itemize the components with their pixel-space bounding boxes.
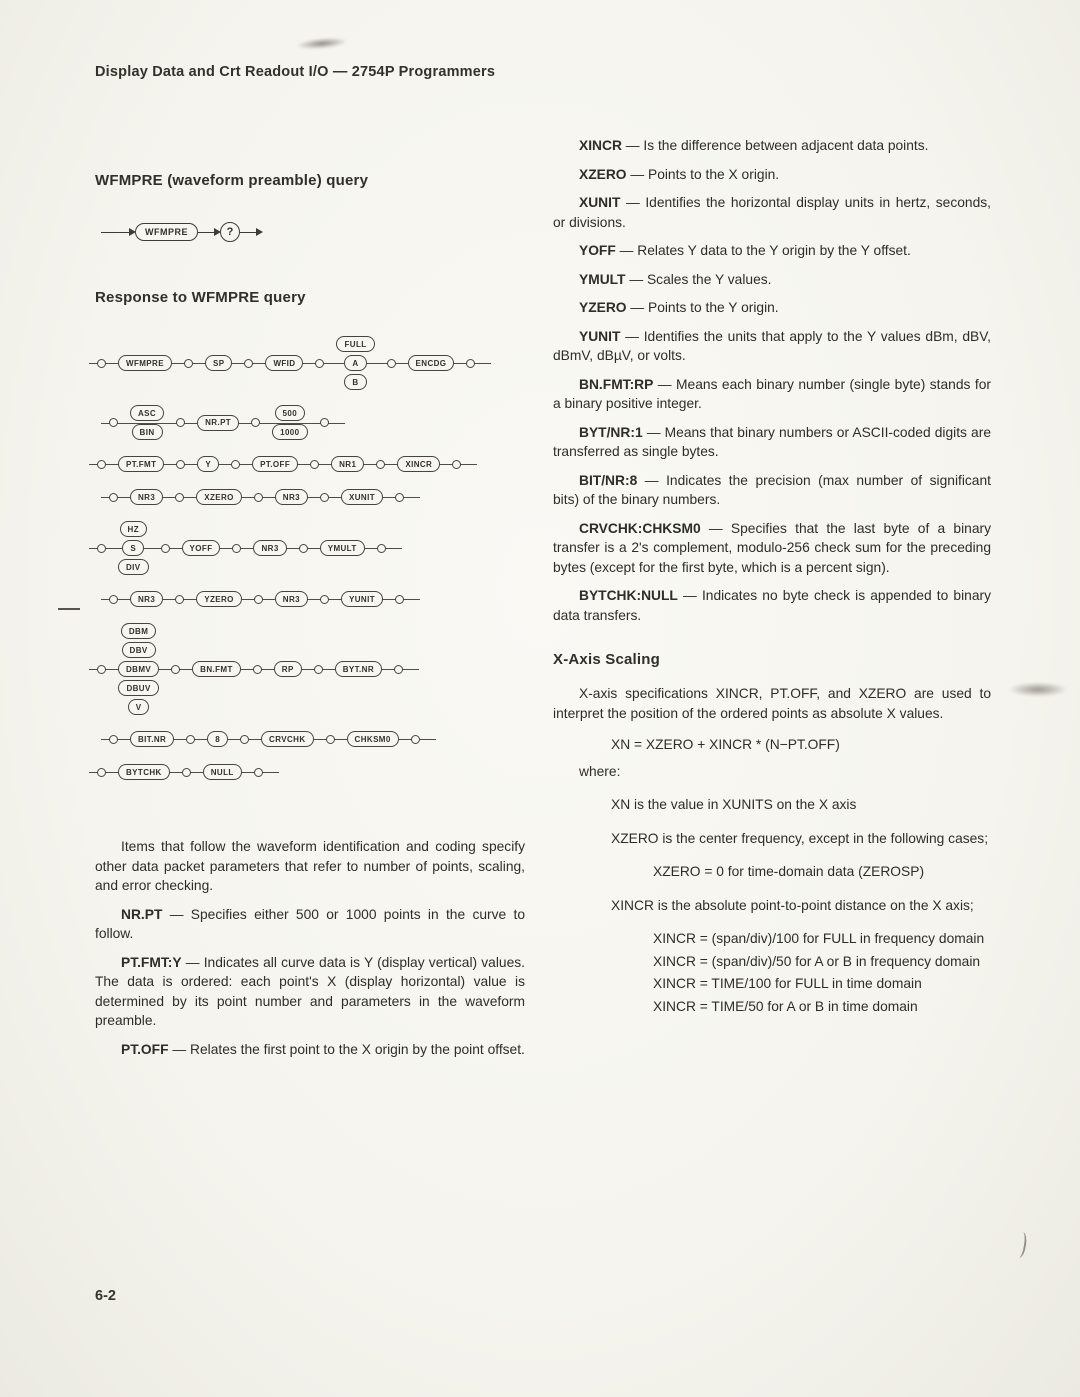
diagram-branch	[272, 405, 307, 440]
diagram-node: PT.FMT	[118, 456, 164, 472]
connector-node	[109, 418, 118, 427]
connector-node	[326, 735, 335, 744]
diagram-node: BYTCHK	[118, 764, 170, 780]
connector-node	[377, 544, 386, 553]
connector-node	[97, 359, 106, 368]
definition-item: XUNIT — Identifies the horizontal display units in hertz, seconds, or divisions.	[553, 195, 991, 230]
diagram-node: A	[344, 355, 366, 371]
diagram-node: BIN	[132, 424, 163, 440]
diagram-node: WFID	[265, 355, 303, 371]
connector-node	[175, 595, 184, 604]
diagram-node: NULL	[203, 764, 242, 780]
definition-item: XZERO — Points to the X origin.	[579, 166, 780, 182]
connector-node	[244, 359, 253, 368]
term-label: PT.FMT:Y	[121, 954, 182, 970]
connector-node	[109, 735, 118, 744]
connector-node	[97, 768, 106, 777]
diagram-node: YUNIT	[341, 591, 383, 607]
diagram-node: B	[344, 374, 366, 390]
diagram-branch	[118, 623, 159, 715]
wfmpre-query-heading: WFMPRE (waveform preamble) query	[95, 172, 369, 189]
diagram-node: V	[128, 699, 150, 715]
scan-artifact	[1008, 682, 1068, 697]
connector-node	[310, 460, 319, 469]
where-item: XN is the value in XUNITS on the X axis	[611, 797, 857, 812]
diagram-node: NR3	[275, 489, 308, 505]
term-label: XUNIT	[579, 195, 621, 210]
diagram-row	[97, 455, 461, 473]
connector-node	[315, 359, 324, 368]
diagram-node: DBV	[122, 642, 156, 658]
scan-artifact	[296, 36, 349, 51]
diagram-node: S	[122, 540, 144, 556]
diagram-row	[109, 405, 329, 440]
connector-node	[109, 493, 118, 502]
diagram-line	[240, 232, 256, 233]
wfmpre-query-diagram	[101, 219, 525, 245]
term-label: XINCR	[579, 138, 622, 153]
connector-node	[182, 768, 191, 777]
diagram-node: BIT.NR	[130, 731, 174, 747]
diagram-line	[101, 232, 129, 233]
xaxis-heading: X-Axis Scaling	[553, 651, 661, 668]
connector-node	[175, 493, 184, 502]
term-label: YUNIT	[579, 328, 621, 344]
connector-node	[254, 768, 263, 777]
term-label: XZERO	[579, 166, 627, 182]
connector-node	[109, 595, 118, 604]
where-item: XINCR = (span/div)/100 for FULL in frequency domain	[653, 931, 985, 946]
diagram-node: DBM	[121, 623, 156, 639]
connector-node	[466, 359, 475, 368]
body-paragraph: PT.OFF — Relates the first point to the X origin by the point offset.	[121, 1041, 525, 1057]
connector-node	[97, 544, 106, 553]
diagram-node: PT.OFF	[252, 456, 298, 472]
connector-node	[184, 359, 193, 368]
term-label: YOFF	[579, 243, 616, 258]
xaxis-intro: X-axis specifications XINCR, PT.OFF, and XZERO are used to interpret the position of the ordered points as absolute X values.	[553, 686, 991, 721]
where-item: XINCR = TIME/100 for FULL in time domain	[653, 976, 922, 991]
scan-artifact	[1014, 1231, 1028, 1258]
left-paragraphs	[95, 837, 525, 1059]
diagram-row	[97, 521, 386, 575]
diagram-node: BN.FMT	[192, 661, 241, 677]
diagram-node: NR3	[253, 540, 286, 556]
diagram-row	[97, 336, 475, 390]
connector-node	[376, 460, 385, 469]
where-item: XZERO is the center frequency, except in the following cases;	[611, 830, 989, 846]
term-label: YZERO	[579, 300, 627, 315]
connector-node	[176, 460, 185, 469]
connector-node	[186, 735, 195, 744]
connector-node	[171, 665, 180, 674]
diagram-node: XINCR	[397, 456, 440, 472]
diagram-node: BYT.NR	[335, 661, 382, 677]
definition-item: BIT/NR:8 — Indicates the precision (max number of significant bits) of the binary numbers.	[553, 472, 991, 507]
diagram-node: YMULT	[320, 540, 365, 556]
diagram-node: 500	[275, 405, 306, 421]
diagram-node: FULL	[336, 336, 374, 352]
term-label: BYT/NR:1	[579, 424, 643, 440]
diagram-branch	[118, 521, 149, 575]
response-diagram	[97, 336, 525, 781]
connector-node	[161, 544, 170, 553]
diagram-row	[97, 763, 263, 781]
connector-node	[232, 544, 241, 553]
diagram-node: WFMPRE	[135, 223, 198, 241]
definition-item: YMULT — Scales the Y values.	[579, 271, 772, 287]
diagram-node: ?	[220, 222, 240, 242]
where-item: XINCR = (span/div)/50 for A or B in frequency domain	[653, 953, 981, 969]
page-number: 6-2	[95, 1288, 116, 1304]
diagram-row	[97, 623, 403, 715]
term-label: YMULT	[579, 271, 626, 287]
term-label: CRVCHK:CHKSM0	[579, 520, 701, 536]
diagram-node: NR3	[275, 591, 308, 607]
definition-item: CRVCHK:CHKSM0 — Specifies that the last byte of a binary transfer is a 2's complement, modulo-256 check sum for the preceding bytes (except for the first byte, which is a percent sign).	[553, 520, 991, 575]
connector-node	[240, 735, 249, 744]
connector-node	[320, 418, 329, 427]
definition-item: YZERO — Points to the Y origin.	[579, 300, 779, 315]
definition-item: XINCR — Is the difference between adjacent data points.	[579, 138, 929, 153]
connector-node	[299, 544, 308, 553]
diagram-node: Y	[197, 456, 219, 472]
connector-node	[97, 665, 106, 674]
body-paragraph: PT.FMT:Y — Indicates all curve data is Y (display vertical) values. The data is ordered: each point's X (display horizontal) value is determined by its point number and parameters in the waveform preamble.	[95, 954, 525, 1028]
diagram-node: HZ	[120, 521, 147, 537]
diagram-node: DBUV	[118, 680, 158, 696]
connector-node	[320, 595, 329, 604]
diagram-row	[109, 590, 404, 608]
term-label: BYTCHK:NULL	[579, 588, 678, 603]
diagram-node: YOFF	[182, 540, 221, 556]
arrowhead-icon	[256, 228, 263, 236]
connector-node	[452, 460, 461, 469]
definition-item: BYT/NR:1 — Means that binary numbers or ASCII-coded digits are transferred as single bytes.	[553, 424, 991, 459]
connector-node	[251, 418, 260, 427]
connector-node	[176, 418, 185, 427]
diagram-node: SP	[205, 355, 232, 371]
definition-item: YOFF — Relates Y data to the Y origin by the Y offset.	[579, 243, 911, 258]
definition-item: BN.FMT:RP — Means each binary number (single byte) stands for a binary positive integer.	[553, 376, 991, 411]
connector-node	[253, 665, 262, 674]
diagram-node: ASC	[130, 405, 164, 421]
diagram-line	[198, 232, 214, 233]
connector-node	[314, 665, 323, 674]
where-list	[553, 795, 991, 1016]
diagram-node: NR3	[130, 489, 163, 505]
definition-item: YUNIT — Identifies the units that apply to the Y values dBm, dBV, dBmV, dBµV, or volts.	[553, 328, 991, 363]
diagram-branch	[336, 336, 374, 390]
connector-node	[320, 493, 329, 502]
connector-node	[254, 493, 263, 502]
term-label: BN.FMT:RP	[579, 376, 654, 392]
diagram-node: NR1	[331, 456, 364, 472]
diagram-node: ENCDG	[408, 355, 455, 371]
diagram-node: XZERO	[196, 489, 242, 505]
connector-node	[231, 460, 240, 469]
right-column	[553, 136, 991, 1019]
page-header: Display Data and Crt Readout I/O — 2754P Programmers	[95, 64, 496, 80]
diagram-node: RP	[274, 661, 302, 677]
connector-node	[395, 493, 404, 502]
term-label: PT.OFF	[121, 1041, 169, 1057]
diagram-row	[109, 730, 420, 748]
diagram-node: 1000	[272, 424, 307, 440]
term-label: BIT/NR:8	[579, 472, 638, 488]
diagram-node: CRVCHK	[261, 731, 313, 747]
term-label: NR.PT	[121, 906, 163, 922]
diagram-node: DIV	[118, 559, 149, 575]
diagram-branch	[130, 405, 164, 440]
diagram-node: CHKSM0	[347, 731, 399, 747]
diagram-row	[109, 488, 404, 506]
left-column	[95, 172, 525, 1068]
xaxis-formula: XN = XZERO + XINCR * (N−PT.OFF)	[611, 737, 840, 752]
connector-node	[411, 735, 420, 744]
where-item: XINCR is the absolute point-to-point distance on the X axis;	[611, 897, 974, 913]
connector-node	[387, 359, 396, 368]
connector-node	[395, 595, 404, 604]
diagram-node: YZERO	[196, 591, 242, 607]
where-label: where:	[579, 764, 621, 779]
diagram-node: DBMV	[118, 661, 159, 677]
diagram-node: NR3	[130, 591, 163, 607]
diagram-node: WFMPRE	[118, 355, 172, 371]
where-item: XINCR = TIME/50 for A or B in time domain	[653, 998, 918, 1014]
body-paragraph: Items that follow the waveform identification and coding specify other data packet parameters that refer to number of points, scaling, and error checking.	[95, 839, 525, 893]
diagram-node: 8	[207, 731, 228, 747]
scan-artifact	[58, 608, 80, 610]
where-item: XZERO = 0 for time-domain data (ZEROSP)	[653, 864, 925, 879]
connector-node	[254, 595, 263, 604]
definitions-list	[553, 136, 991, 625]
connector-node	[97, 460, 106, 469]
definition-item: BYTCHK:NULL — Indicates no byte check is appended to binary data transfers.	[553, 588, 991, 623]
connector-node	[394, 665, 403, 674]
response-heading: Response to WFMPRE query	[95, 289, 306, 306]
body-paragraph: NR.PT — Specifies either 500 or 1000 points in the curve to follow.	[95, 906, 525, 941]
diagram-node: NR.PT	[197, 415, 239, 431]
diagram-node: XUNIT	[341, 489, 383, 505]
